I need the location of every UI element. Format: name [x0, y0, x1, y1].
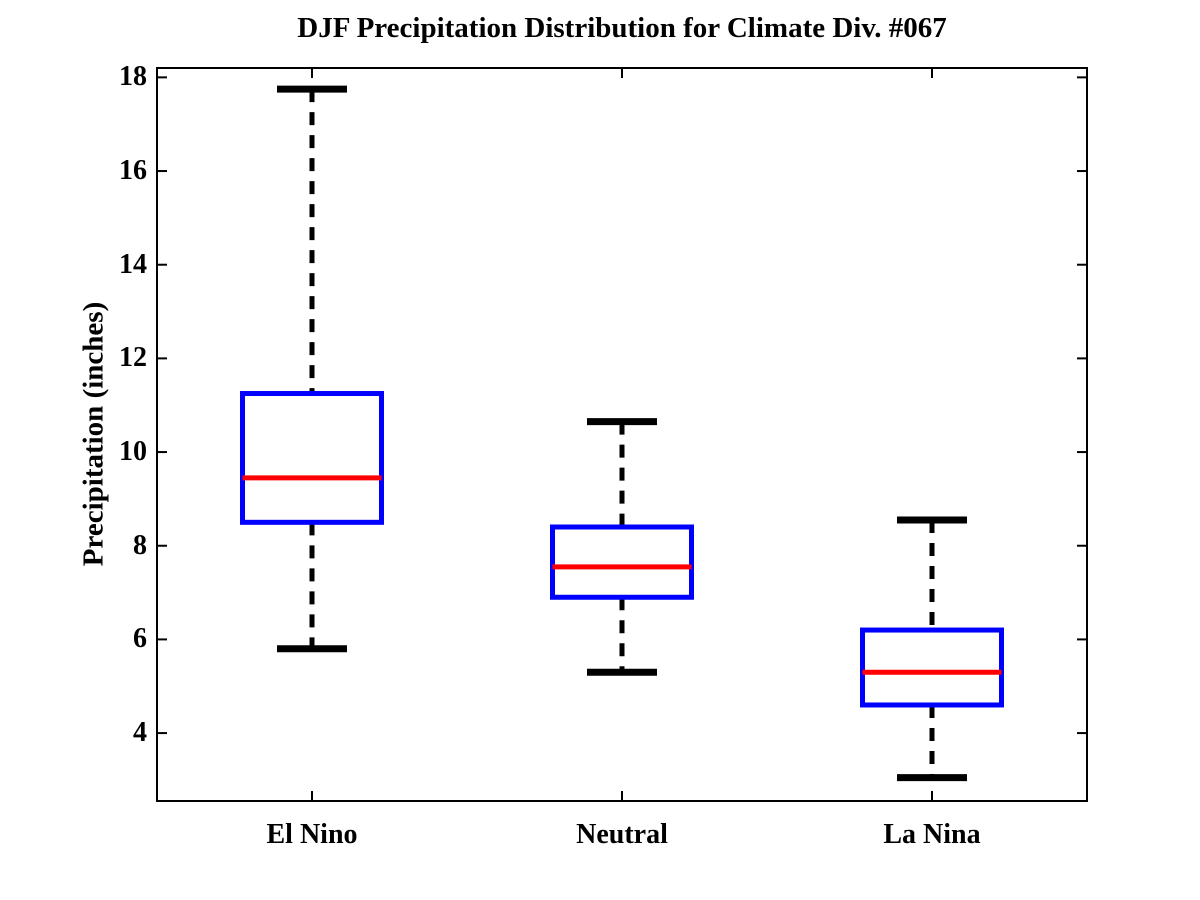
x-tick-label-la-nina: La Nina — [883, 819, 981, 850]
y-tick-label-6: 6 — [133, 623, 147, 655]
y-tick-label-16: 16 — [119, 155, 147, 187]
iqr-box-el-nino — [243, 394, 382, 523]
y-tick-label-10: 10 — [119, 436, 147, 468]
iqr-box-neutral — [553, 527, 692, 597]
x-tick-label-el-nino: El Nino — [266, 819, 358, 850]
chart-title: DJF Precipitation Distribution for Climate Div. #067 — [297, 12, 947, 44]
y-tick-label-12: 12 — [119, 342, 147, 374]
x-tick-label-neutral: Neutral — [576, 819, 668, 850]
y-axis-label: Precipitation (inches) — [77, 301, 110, 567]
y-tick-label-18: 18 — [119, 61, 147, 93]
y-tick-label-8: 8 — [133, 529, 147, 561]
y-tick-label-4: 4 — [133, 717, 147, 749]
iqr-box-la-nina — [863, 630, 1002, 705]
y-tick-label-14: 14 — [119, 248, 147, 280]
